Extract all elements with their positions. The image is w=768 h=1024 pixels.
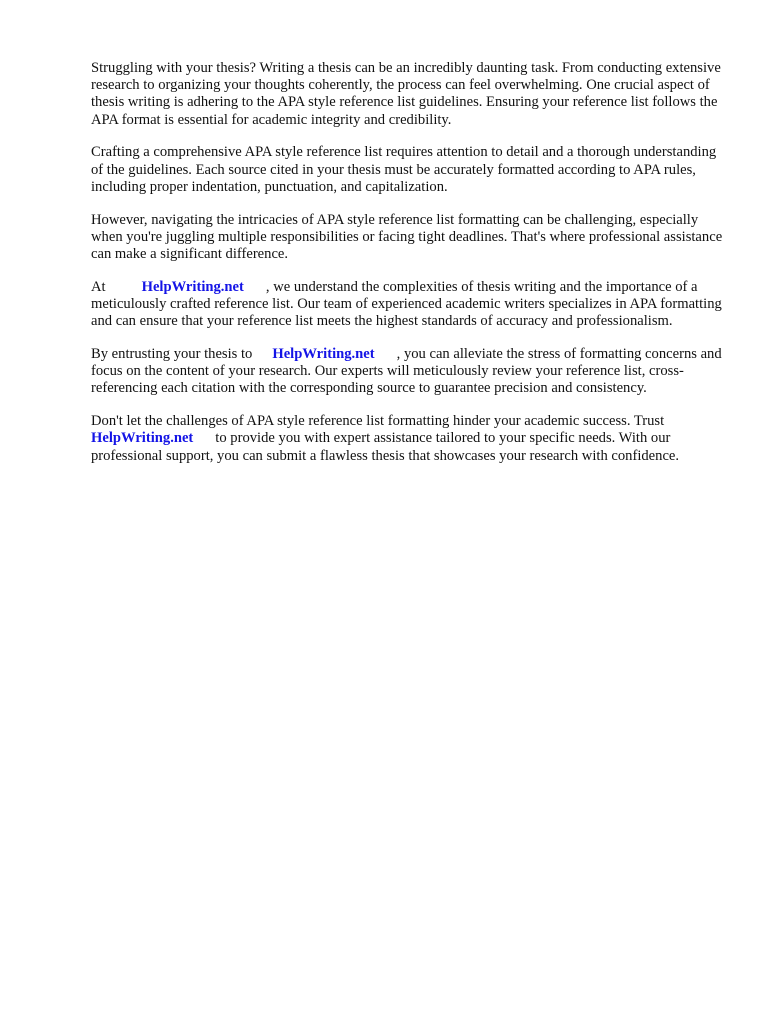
paragraph-intro-text: Struggling with your thesis? Writing a thesis can be an incredibly daunting task. From conducting extensive research to organizing your thoughts coherently, the process can feel overwhelming. One crucial aspect of thesis writing is adhering to the APA style reference list guidelines. Ensuring your reference list follows the APA format is essential for academic integrity and credibility. xyxy=(91,60,721,128)
paragraph-trust-prefix: Don't let the challenges of APA style reference list formatting hinder your academic success. Trust xyxy=(91,413,665,430)
document-body xyxy=(91,60,723,480)
helpwriting-link[interactable]: HelpWriting.net xyxy=(272,346,375,363)
paragraph-at-helpwriting xyxy=(91,279,723,331)
paragraph-trust-suffix: to provide you with expert assistance tailored to your specific needs. With our professional support, you can submit a flawless thesis that showcases your research with confidence. xyxy=(91,430,680,464)
paragraph-trust xyxy=(91,413,723,465)
paragraph-navigating xyxy=(91,212,723,264)
paragraph-navigating-text: However, navigating the intricacies of APA style reference list formatting can be challenging, especially when you're juggling multiple responsibilities or facing tight deadlines. That's where professional assistance can make a significant difference. xyxy=(91,211,723,263)
paragraph-entrusting-suffix: , you can alleviate the stress of formatting concerns and focus on the content of your research. Our experts will meticulously review your reference list, cross-referencing each citation with the corresponding source to guarantee precision and consistency. xyxy=(91,346,722,397)
paragraph-entrusting-prefix: By entrusting your thesis to xyxy=(91,346,253,363)
paragraph-intro xyxy=(91,60,723,129)
helpwriting-link[interactable]: HelpWriting.net xyxy=(141,278,244,295)
paragraph-crafting-text: Crafting a comprehensive APA style reference list requires attention to detail and a thorough understanding of the guidelines. Each source cited in your thesis must be accurately formatted according to APA rules, including proper indentation, punctuation, and capitalization. xyxy=(91,144,717,195)
paragraph-at-prefix: At xyxy=(91,278,106,295)
paragraph-entrusting xyxy=(91,346,723,398)
paragraph-at-suffix: , we understand the complexities of thesis writing and the importance of a meticulously crafted reference list. Our team of experienced academic writers specializes in APA formatting and can ensure that your reference list meets the highest standards of accuracy and professionalism. xyxy=(91,278,722,330)
paragraph-crafting xyxy=(91,144,723,196)
helpwriting-link[interactable]: HelpWriting.net xyxy=(91,430,194,447)
